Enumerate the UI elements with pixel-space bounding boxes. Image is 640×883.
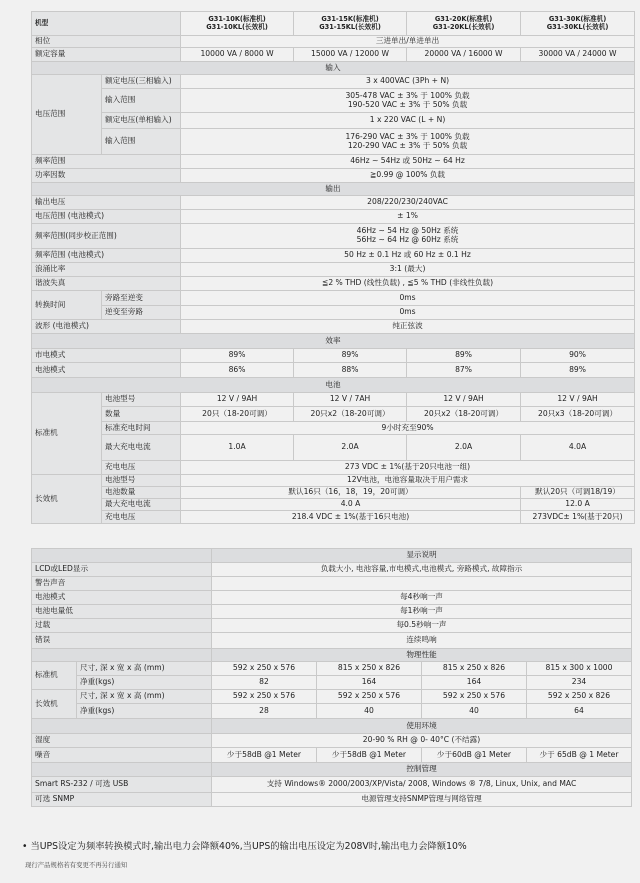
row-value: 默认16只（16，18，19，20可调） [181, 487, 521, 499]
row-value: 每4秒响一声 [212, 591, 632, 605]
row-label: Smart RS-232 / 可选 USB [32, 777, 212, 793]
row-value: 20-90 % RH @ 0- 40°C (不结露) [212, 734, 632, 748]
row-value: 815 x 250 x 826 [422, 662, 527, 676]
standard-model-label: 标准机 [32, 393, 102, 475]
section-title: 物理性能 [212, 649, 632, 662]
row-label: 数量 [102, 407, 181, 422]
spec-table [31, 11, 635, 524]
phase-row [32, 36, 635, 48]
row-value: 82 [212, 676, 317, 690]
header-row [32, 12, 635, 36]
row-value: 592 x 250 x 576 [212, 690, 317, 704]
row-label: 电池型号 [102, 475, 181, 487]
section-display [32, 549, 632, 563]
row-value: 3 x 400VAC (3Ph + N) [181, 75, 635, 89]
row-label: 电压范围 (电池模式) [32, 210, 181, 224]
row-value: 40 [317, 704, 422, 719]
row-value: 815 x 250 x 826 [317, 662, 422, 676]
row-value: 12 V / 9AH [521, 393, 635, 407]
footnote: • 当UPS设定为频率转换模式时,输出电力会降额40%,当UPS的输出电压设定为208V时,输出电力会降额10% [22, 841, 467, 852]
row-label: 频率范围 [32, 155, 181, 169]
row-label: 电池模式 [32, 591, 212, 605]
row-label: 最大充电电流 [102, 499, 181, 511]
row-value: 12 V / 9AH [181, 393, 294, 407]
row-value: 592 x 250 x 576 [317, 690, 422, 704]
row-value: 12 V / 9AH [407, 393, 521, 407]
row-label: 湿度 [32, 734, 212, 748]
model-cell: G31-15K(标准机) G31-15KL(长效机) [294, 12, 407, 36]
row-value: 46Hz ~ 54Hz 或 50Hz ~ 64 Hz [181, 155, 635, 169]
row-value: 4.0A [521, 435, 635, 461]
section-title: 电池 [32, 378, 635, 393]
row-label: 错误 [32, 633, 212, 649]
row-value: 3:1 (最大) [181, 263, 635, 277]
transfer-time-label: 转换时间 [32, 291, 102, 320]
row-label: 充电电压 [102, 461, 181, 475]
section-physical [32, 649, 632, 662]
section-efficiency [32, 334, 635, 349]
row-value: 86% [181, 363, 294, 378]
row-label: 输入范围 [102, 129, 181, 155]
section-title: 输入 [32, 62, 635, 75]
row-value: 默认20只（可调18/19） [521, 487, 635, 499]
row-value: ± 1% [181, 210, 635, 224]
row-value: 少于 65dB @ 1 Meter [527, 748, 632, 763]
row-value: 20只x3（18-20可调） [521, 407, 635, 422]
row-label: 市电模式 [32, 349, 181, 363]
model-label: 机型 [32, 12, 181, 36]
row-value: 208/220/230/240VAC [181, 196, 635, 210]
row-value: 164 [317, 676, 422, 690]
row-label: 尺寸, 深 x 宽 x 高 (mm) [77, 662, 212, 676]
row-label: 旁路至逆变 [102, 291, 181, 306]
section-management [32, 763, 632, 777]
row-value: 0ms [181, 306, 635, 320]
row-value: 88% [294, 363, 407, 378]
row-value: 少于58dB @1 Meter [212, 748, 317, 763]
row-label: 输入范围 [102, 89, 181, 113]
row-value: 273 VDC ± 1%(基于20只电池一组) [181, 461, 635, 475]
row-value: 28 [212, 704, 317, 719]
row-value: 46Hz ~ 54 Hz @ 50Hz 系统 56Hz ~ 64 Hz @ 60Hz 系统 [181, 224, 635, 249]
section-title: 使用环境 [212, 719, 632, 734]
row-value: 815 x 300 x 1000 [527, 662, 632, 676]
row-label: 谐波失真 [32, 277, 181, 291]
long-run-model-label: 长效机 [32, 475, 102, 524]
row-label: 额定容量 [32, 48, 181, 62]
row-value: 每1秒响一声 [212, 605, 632, 619]
row-value: 支持 Windows® 2000/2003/XP/Vista/ 2008, Windows ® 7/8, Linux, Unix, and MAC [212, 777, 632, 793]
section-title: 输出 [32, 183, 635, 196]
section-title: 显示说明 [212, 549, 632, 563]
section-title: 效率 [32, 334, 635, 349]
model-cell: G31-30K(标准机) G31-30KL(长效机) [521, 12, 635, 36]
row-value: 20只（18-20可调） [181, 407, 294, 422]
row-label: 功率因数 [32, 169, 181, 183]
capacity-row [32, 48, 635, 62]
row-value: 2.0A [294, 435, 407, 461]
section-title: 控制管理 [212, 763, 632, 777]
row-label: 逆变至旁路 [102, 306, 181, 320]
row-label: 频率范围(同步校正范围) [32, 224, 181, 249]
row-label: LCD或LED显示 [32, 563, 212, 577]
row-value: ≦2 % THD (线性负载) , ≦5 % THD (非线性负载) [181, 277, 635, 291]
row-label: 充电电压 [102, 511, 181, 524]
row-value: 90% [521, 349, 635, 363]
row-value: 负载大小, 电池容量,市电模式,电池模式, 旁路模式, 故障指示 [212, 563, 632, 577]
row-value: 4.0 A [181, 499, 521, 511]
row-value: 2.0A [407, 435, 521, 461]
model-cell: G31-10K(标准机) G31-10KL(长效机) [181, 12, 294, 36]
section-input [32, 62, 635, 75]
row-value: 12V电池，电池容量取决于用户需求 [181, 475, 635, 487]
row-value: 每0.5秒响一声 [212, 619, 632, 633]
row-value: 40 [422, 704, 527, 719]
row-value: 218.4 VDC ± 1%(基于16只电池) [181, 511, 521, 524]
row-label: 电池电量低 [32, 605, 212, 619]
row-value: 592 x 250 x 576 [422, 690, 527, 704]
section-battery [32, 378, 635, 393]
row-value: 64 [527, 704, 632, 719]
standard-model-label: 标准机 [32, 662, 77, 690]
row-value: 89% [407, 349, 521, 363]
row-value: 592 x 250 x 576 [212, 662, 317, 676]
row-value: 234 [527, 676, 632, 690]
disclaimer: 现行产品规格若有变更不再另行通知 [25, 861, 128, 869]
row-value: 9小时充至90% [181, 422, 635, 435]
row-value: 电源管理支持SNMP管理与网络管理 [212, 793, 632, 807]
row-value: 273VDC± 1%(基于20只) [521, 511, 635, 524]
row-value: 89% [521, 363, 635, 378]
row-label: 输出电压 [32, 196, 181, 210]
row-value: 164 [422, 676, 527, 690]
row-value: 20只x2（18-20可调） [407, 407, 521, 422]
row-value: 20000 VA / 16000 W [407, 48, 521, 62]
row-value: 592 x 250 x 826 [527, 690, 632, 704]
row-value: 0ms [181, 291, 635, 306]
row-value: 87% [407, 363, 521, 378]
row-label: 浪涌比率 [32, 263, 181, 277]
row-label: 相位 [32, 36, 181, 48]
row-label: 电池数量 [102, 487, 181, 499]
row-value: 305-478 VAC ± 3% 于 100% 负载 190-520 VAC ± 3% 于 50% 负载 [181, 89, 635, 113]
section-output [32, 183, 635, 196]
row-value: ≧0.99 @ 100% 负载 [181, 169, 635, 183]
row-value: 176-290 VAC ± 3% 于 100% 负载 120-290 VAC ± 3% 于 50% 负载 [181, 129, 635, 155]
long-run-model-label: 长效机 [32, 690, 77, 719]
row-label: 尺寸, 深 x 宽 x 高 (mm) [77, 690, 212, 704]
row-value: 少于60dB @1 Meter [422, 748, 527, 763]
row-value: 15000 VA / 12000 W [294, 48, 407, 62]
row-label: 电池模式 [32, 363, 181, 378]
row-label: 可选 SNMP [32, 793, 212, 807]
row-value: 50 Hz ± 0.1 Hz 或 60 Hz ± 0.1 Hz [181, 249, 635, 263]
row-label: 净重(kgs) [77, 676, 212, 690]
row-value: 89% [294, 349, 407, 363]
row-value: 少于58dB @1 Meter [317, 748, 422, 763]
row-value: 89% [181, 349, 294, 363]
row-label: 警告声音 [32, 577, 212, 591]
spec-table-lower [31, 548, 632, 807]
voltage-range-label: 电压范围 [32, 75, 102, 155]
row-value: 三进单出/单进单出 [181, 36, 635, 48]
row-label: 标准充电时间 [102, 422, 181, 435]
row-value: 1.0A [181, 435, 294, 461]
row-value: 12 V / 7AH [294, 393, 407, 407]
row-value: 20只x2（18-20可调） [294, 407, 407, 422]
row-value: 30000 VA / 24000 W [521, 48, 635, 62]
row-value: 12.0 A [521, 499, 635, 511]
row-value: 纯正弦波 [181, 320, 635, 334]
row-label: 频率范围 (电池模式) [32, 249, 181, 263]
row-value: 1 x 220 VAC (L + N) [181, 113, 635, 129]
row-value: 连续鸣响 [212, 633, 632, 649]
row-label: 噪音 [32, 748, 212, 763]
row-label: 额定电压(三相输入) [102, 75, 181, 89]
row-label: 净重(kgs) [77, 704, 212, 719]
row-label: 过载 [32, 619, 212, 633]
section-environment [32, 719, 632, 734]
model-cell: G31-20K(标准机) G31-20KL(长效机) [407, 12, 521, 36]
row-label: 电池型号 [102, 393, 181, 407]
row-label: 额定电压(单相输入) [102, 113, 181, 129]
row-label: 波形 (电池模式) [32, 320, 181, 334]
row-value: 10000 VA / 8000 W [181, 48, 294, 62]
row-label: 最大充电电流 [102, 435, 181, 461]
